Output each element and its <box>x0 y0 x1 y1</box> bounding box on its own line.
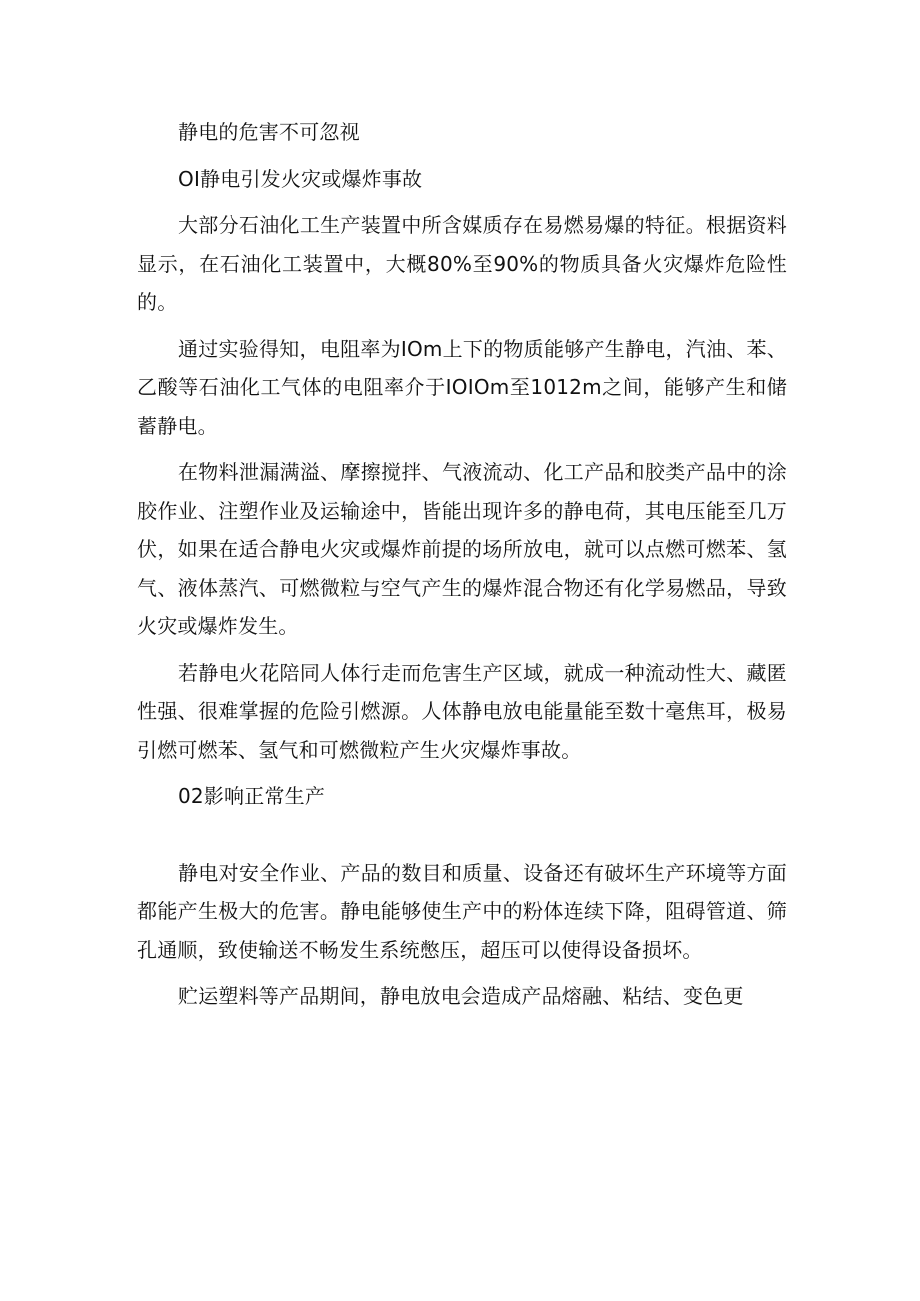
document-title: 静电的危害不可忽视 <box>178 120 360 144</box>
paragraph: 大部分石油化工生产装置中所含媒质存在易燃易爆的特征。根据资料显示，在石油化工装置中，大概80%至90%的物质具备火灾爆炸危险性的。 <box>137 213 787 314</box>
paragraph: 在物料泄漏满溢、摩擦搅拌、气液流动、化工产品和胶类产品中的涂胶作业、注塑作业及运输途中，皆能出现许多的静电荷，其电压能至几万伏，如果在适合静电火灾或爆炸前提的场所放电，就可以点燃可燃苯、氢气、液体蒸汽、可燃微粒与空气产生的爆炸混合物还有化学易燃品，导致火灾或爆炸发生。 <box>137 460 787 638</box>
section-heading-1: OI静电引发火灾或爆炸事故 <box>178 166 423 191</box>
section-heading-2: 02影响正常生产 <box>178 784 326 808</box>
paragraph: 若静电火花陪同人体行走而危害生产区域，就成一种流动性大、藏匿性强、很难掌握的危险引燃源。人体静电放电能量能至数十毫焦耳，极易引燃可燃苯、氢气和可燃微粒产生火灾爆炸事故。 <box>137 660 787 762</box>
document-body <box>137 113 787 1024</box>
paragraph: 贮运塑料等产品期间，静电放电会造成产品熔融、粘结、变色更 <box>178 984 744 1008</box>
paragraph: 静电对安全作业、产品的数目和质量、设备还有破坏生产环境等方面都能产生极大的危害。静电能够使生产中的粉体连续下降，阻碍管道、筛孔通顺，致使输送不畅发生系统憋压，超压可以使得设备损坏。 <box>137 860 787 962</box>
paragraph: 通过实验得知，电阻率为IOm上下的物质能够产生静电，汽油、苯、乙酸等石油化工气体的电阻率介于IOIOm至1012m之间，能够产生和储蓄静电。 <box>137 336 787 438</box>
